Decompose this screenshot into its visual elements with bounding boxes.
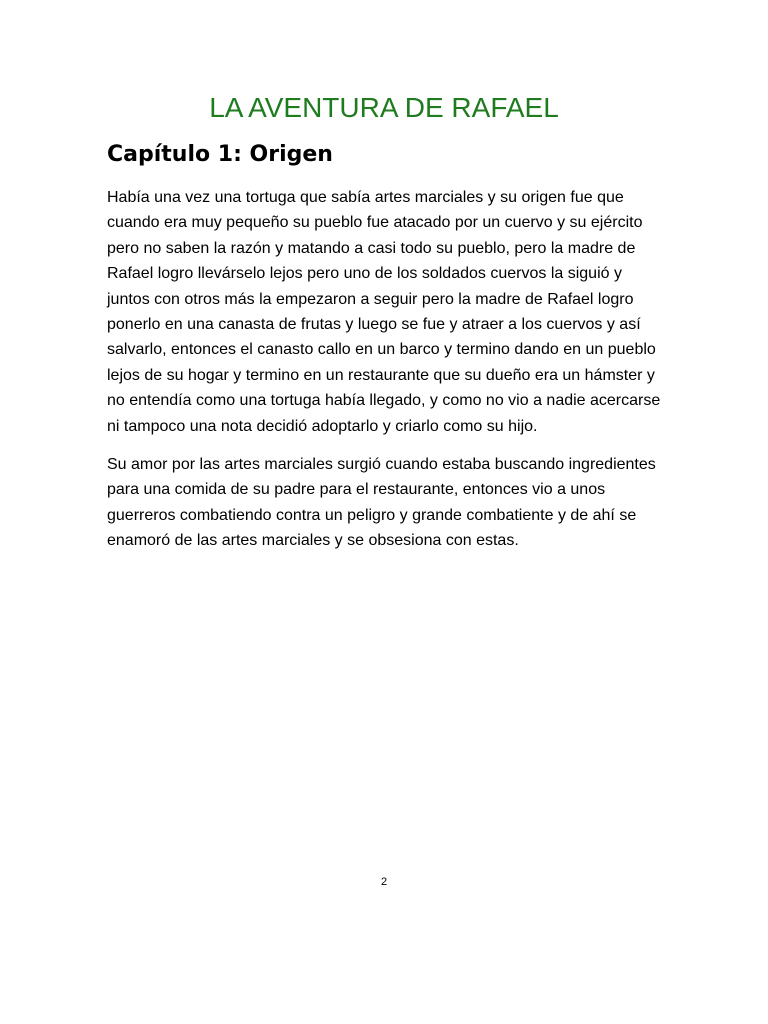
- paragraph-line: guerreros combatiendo contra un peligro y grande combatiente y de ahí se: [107, 506, 637, 524]
- paragraph-line: ponerlo en una canasta de frutas y luego se fue y atraer a los cuervos y así: [107, 315, 641, 333]
- paragraph-line: no entendía como una tortuga había llegado, y como no vio a nadie acercarse: [107, 392, 661, 410]
- chapter-heading: Capítulo 1: Origen: [107, 142, 333, 167]
- paragraph-line: Rafael logro llevárselo lejos pero uno de los soldados cuervos la siguió y: [107, 265, 622, 283]
- page-number: 2: [380, 876, 388, 888]
- paragraph-line: enamoró de las artes marciales y se obsesiona con estas.: [107, 532, 519, 550]
- paragraph-line: Había una vez una tortuga que sabía artes marciales y su origen fue que: [107, 189, 624, 206]
- paragraph-line: pero no saben la razón y matando a casi todo su pueblo, pero la madre de: [107, 239, 636, 257]
- paragraph: [107, 452, 687, 554]
- paragraph-line: lejos de su hogar y termino en un restaurante que su dueño era un hámster y: [107, 366, 655, 384]
- paragraph-line: ni tampoco una nota decidió adoptarlo y criarlo como su hijo.: [107, 417, 538, 435]
- paragraph: [107, 185, 687, 439]
- book-title: LA AVENTURA DE RAFAEL: [209, 92, 559, 123]
- paragraph-line: juntos con otros más la empezaron a seguir pero la madre de Rafael logro: [107, 290, 634, 308]
- paragraph-line: para una comida de su padre para el restaurante, entonces vio a unos: [107, 481, 606, 499]
- paragraph-line: cuando era muy pequeño su pueblo fue atacado por un cuervo y su ejército: [107, 214, 643, 232]
- paragraph-line: Su amor por las artes marciales surgió cuando estaba buscando ingredientes: [107, 456, 656, 473]
- paragraph-line: salvarlo, entonces el canasto callo en un barco y termino dando en un pueblo: [107, 341, 656, 359]
